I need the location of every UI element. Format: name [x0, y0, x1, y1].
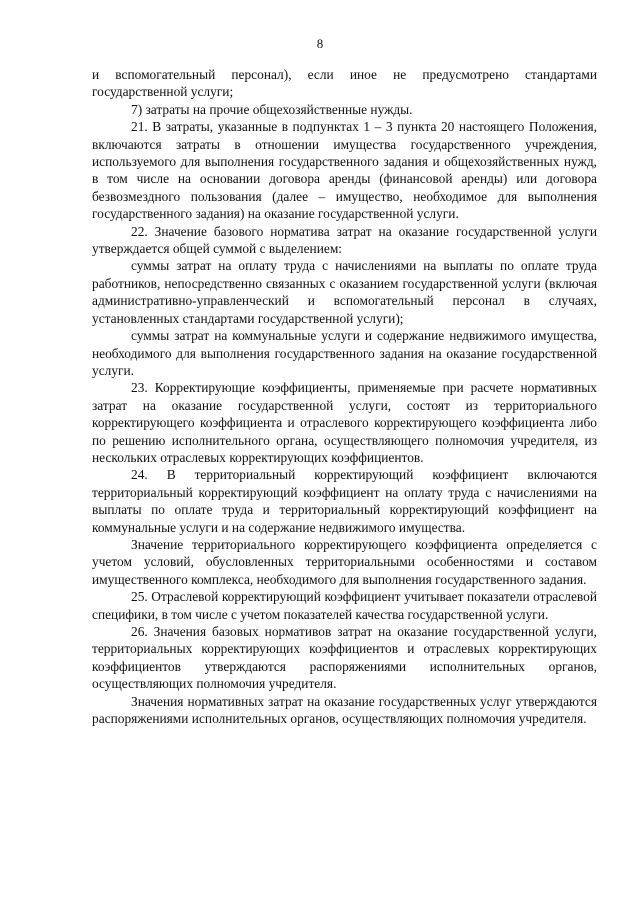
paragraph-21: 21. В затраты, указанные в подпунктах 1 – 3 пункта 20 настоящего Положения, включаются затраты в отношении имущества государственного учреждения, используемого для выполнения государственного задания и общехозяйственных нужд, в том числе на основании договора аренды (финансовой аренды) или договора безвозмездного пользования (далее – имущество, необходимое для выполнения государственного задания) на оказание государственной услуги. [92, 119, 597, 222]
paragraph-24: 24. В территориальный корректирующий коэффициент включаются территориальный корректирующий коэффициент на оплату труда с начислениями на выплаты по оплате труда и территориальный корректирующий коэффициент на коммунальные услуги и на содержание недвижимого имущества. [92, 467, 597, 535]
paragraph-item-7: 7) затраты на прочие общехозяйственные нужды. [131, 101, 413, 117]
paragraph-continuation: и вспомогательный персонал), если иное не предусмотрено стандартами государственной услуги; [92, 67, 597, 100]
paragraph-26-normative-values: Значения нормативных затрат на оказание государственных услуг утверждаются распоряжениями исполнительных органов, осуществляющих полномочия учредителя. [92, 693, 597, 727]
page-number: 8 [316, 36, 324, 51]
paragraph-25: 25. Отраслевой корректирующий коэффициент учитывает показатели отраслевой специфики, в том числе с учетом показателей качества государственной услуги. [92, 589, 597, 622]
paragraph-23: 23. Корректирующие коэффициенты, применяемые при расчете нормативных затрат на оказание государственной услуги, состоят из территориального корректирующего коэффициента и отраслевого корректирующего коэффициента либо по решению исполнительного органа, осуществляющего полномочия учредителя, из нескольких отраслевых корректирующих коэффициентов. [92, 380, 597, 465]
paragraph-22-utility-costs: суммы затрат на коммунальные услуги и содержание недвижимого имущества, необходимого для выполнения государственного задания на оказание государственной услуги. [92, 328, 597, 378]
paragraph-26: 26. Значения базовых нормативов затрат на оказание государственной услуги, территориальных корректирующих коэффициентов и отраслевых корректирующих коэффициентов утверждаются распоряжениями исполнительных органов, осуществляющих полномочия учредителя. [92, 624, 597, 692]
paragraph-22-labor-costs: суммы затрат на оплату труда с начислениями на выплаты по оплате труда работников, непосредственно связанных с оказанием государственной услуги (включая административно-управленческий и вспомогательный персонал в случаях, установленных стандартами государственной услуги); [92, 258, 597, 326]
document-body [92, 66, 597, 727]
paragraph-22: 22. Значение базового норматива затрат на оказание государственной услуги утверждается общей суммой с выделением: [92, 223, 597, 257]
paragraph-24-territorial-value: Значение территориального корректирующего коэффициента определяется с учетом условий, обусловленных территориальными особенностями и составом имущественного комплекса, необходимого для выполнения государственного задания. [92, 536, 597, 587]
